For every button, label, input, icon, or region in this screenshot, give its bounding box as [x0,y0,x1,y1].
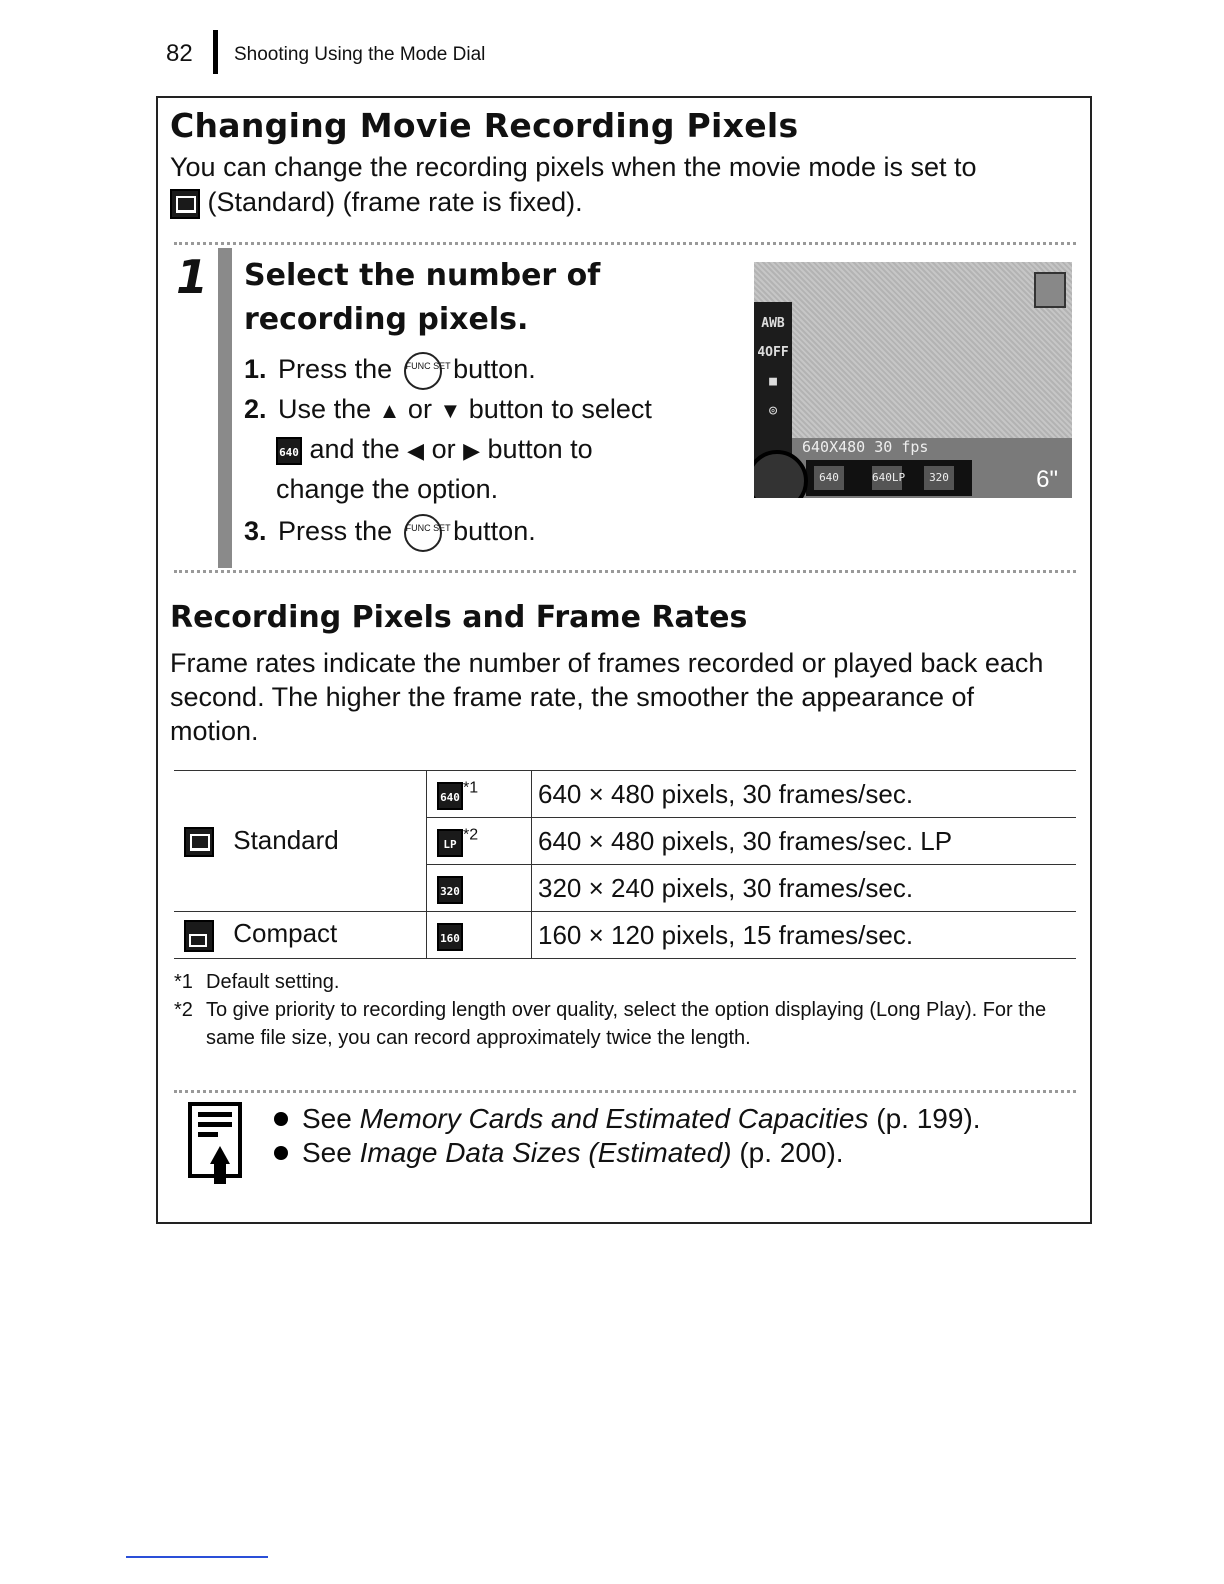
pixels-320-icon: 320 [437,876,463,904]
intro-text [170,150,1070,220]
icon-cell [427,912,532,959]
right-arrow-icon: ▶ [463,438,481,463]
footer-link-line [126,1556,268,1558]
instruction-number: 2. [244,394,267,424]
metering-icon: ◎ [769,403,777,418]
up-arrow-icon: ▲ [378,398,401,423]
header-divider [213,30,218,74]
mode-cell-standard [174,771,427,912]
reference-item [274,1136,981,1170]
camera-screen-image [754,262,1072,498]
instruction-1 [244,352,536,390]
footnote [174,996,1064,1052]
ref-prefix: See [302,1137,352,1168]
footnotes [174,968,1064,1052]
step-bar [218,248,232,568]
option-320-icon: 320 [924,466,954,490]
instruction-number: 3. [244,516,267,547]
footnote-text: To give priority to recording length over quality, select the option displaying (Long Play). For the same file size, you can record approximately twice the length. [206,999,1047,1049]
mode-label: Compact [233,918,338,949]
option-640lp-icon: 640LP [872,466,902,490]
down-arrow-icon: ▼ [439,398,462,423]
ref-prefix: See [302,1103,352,1134]
pixels-640-icon: 640 [276,437,302,465]
memo-icon [188,1102,248,1186]
section-heading: Recording Pixels and Frame Rates [170,600,748,635]
mode-label: Standard [233,824,339,855]
instruction-2 [244,394,652,425]
desc-cell: 640 × 480 pixels, 30 frames/sec. LP [532,818,1077,865]
instruction-text: button. [453,354,536,385]
dotted-divider [174,242,1076,245]
standard-movie-icon [184,827,214,857]
mode-icon: ■ [769,374,777,389]
step-number: 1 [176,250,209,304]
screen-label: 640X480 30 fps [802,438,929,456]
instruction-number: 1. [244,354,267,385]
func-set-button-icon: FUNC SET [404,514,442,552]
compact-movie-icon [184,920,214,952]
ref-title: Memory Cards and Estimated Capacities [359,1103,869,1134]
flash-off-icon: 4OFF [757,345,789,360]
footnote-text: Default setting. [206,971,340,993]
instruction-text: Press the [278,354,393,385]
reference-list [274,1102,981,1170]
dotted-divider [174,1090,1076,1093]
bullet-icon [274,1112,288,1126]
section-title: Shooting Using the Mode Dial [234,44,486,65]
ref-page: (p. 199). [876,1103,981,1134]
pixels-640lp-icon: LP [437,829,463,857]
step-title: Select the number of recording pixels. [244,258,601,337]
table-row [174,912,1076,959]
screen-options [806,460,972,496]
section-paragraph: Frame rates indicate the number of frames recorded or played back each second. The higher the frame rate, the smoother the appearance of motion. [170,648,1044,746]
mode-cell-compact [174,912,427,959]
bullet-icon [274,1146,288,1160]
instruction-text: Press the [278,516,393,547]
intro-line-2: (Standard) (frame rate is fixed). [207,187,583,217]
option-640-icon: 640 [814,466,844,490]
content-frame [156,96,1092,1224]
dotted-divider [174,570,1076,573]
icon-cell [427,865,532,912]
instruction-3 [244,514,536,552]
standard-movie-icon [170,189,200,219]
desc-cell: 640 × 480 pixels, 30 frames/sec. [532,771,1077,818]
reference-item [274,1102,981,1136]
table-row [174,771,1076,818]
movie-mode-icon [1034,272,1066,308]
page-number: 82 [166,40,193,67]
icon-cell [427,771,532,818]
left-arrow-icon: ◀ [407,438,425,463]
awb-icon: AWB [761,316,785,331]
ref-title: Image Data Sizes (Estimated) [359,1137,732,1168]
intro-line-1: You can change the recording pixels when the movie mode is set to [170,152,977,182]
pixels-160-icon: 160 [437,923,463,951]
footnote-mark: *2 [463,826,479,844]
remaining-time: 6" [1036,466,1058,493]
func-set-button-icon: FUNC SET [404,352,442,390]
pixels-table [174,770,1076,959]
instruction-text: or [407,394,432,424]
footnote-mark: *1 [463,779,479,797]
footnote-key: *1 [174,971,193,993]
instruction-text: button. [453,516,536,547]
instruction-text: Use the [278,394,372,424]
instruction-text: or [431,434,456,464]
instruction-2-cont [276,434,593,465]
page-title: Changing Movie Recording Pixels [170,106,799,145]
desc-cell: 160 × 120 pixels, 15 frames/sec. [532,912,1077,959]
instruction-text: button to [487,434,593,464]
pixels-640-icon: 640 [437,782,463,810]
footnote-key: *2 [174,999,193,1021]
footnote [174,968,1064,996]
instruction-text: and the [309,434,400,464]
icon-cell [427,818,532,865]
instruction-2-cont2: change the option. [276,474,499,504]
ref-page: (p. 200). [739,1137,844,1168]
instruction-text: button to select [468,394,652,424]
desc-cell: 320 × 240 pixels, 30 frames/sec. [532,865,1077,912]
